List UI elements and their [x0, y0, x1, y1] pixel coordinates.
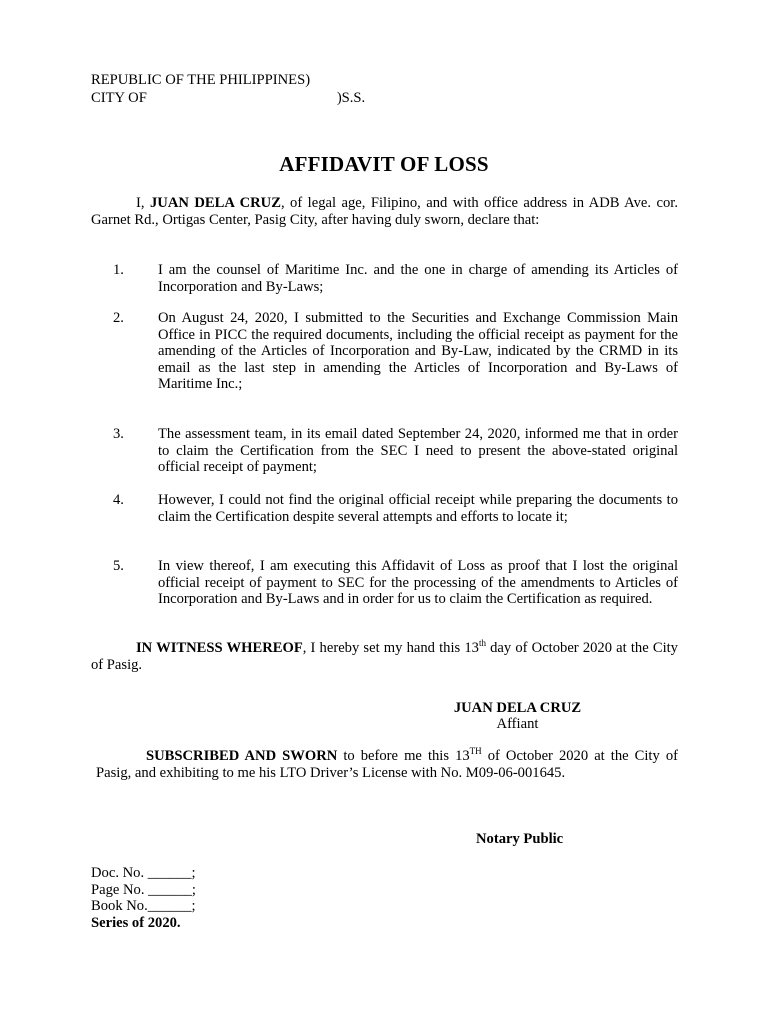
intro-prefix: I, — [136, 195, 150, 211]
book-no: Book No.______; — [91, 898, 196, 914]
item-text: I am the counsel of Maritime Inc. and the one in charge of amending its Articles of Incorporation and By-Laws; — [158, 262, 678, 295]
page-no: Page No. ______; — [91, 881, 196, 898]
jurat-text-2: of October 2020 at the City of Pasig, and exhibiting to me his LTO Driver’s License with No. M09-06-001645. — [96, 748, 678, 781]
intro-text: , of legal age, Filipino, and with office address in ADB Ave. cor. Garnet Rd., Ortigas Center, Pasig City, after having duly sworn, declare that: — [91, 195, 678, 228]
jurat-sup: TH — [469, 746, 482, 757]
city-label: CITY OF — [91, 90, 147, 106]
affiant-block — [430, 700, 605, 732]
document-title: AFFIDAVIT OF LOSS — [279, 152, 489, 176]
item-number: 5. — [113, 558, 124, 574]
series-label: Series of 2020. — [91, 914, 181, 931]
notary-public-label: Notary Public — [476, 831, 564, 847]
affiant-name: JUAN DELA CRUZ — [453, 700, 582, 716]
item-number: 1. — [113, 262, 124, 278]
intro-paragraph — [91, 195, 678, 228]
witness-sup: th — [478, 638, 486, 649]
item-text: On August 24, 2020, I submitted to the Securities and Exchange Commission Main Office in PICC the required documents, including the official receipt as payment for the amending of the Articles of Incorporation and By-Law, indicated by the CRMD in its email as the last step in amending the Articles of Incorporation and By-Laws of Maritime Inc.; — [158, 310, 678, 393]
witness-paragraph — [91, 640, 678, 673]
witness-text-1: , I hereby set my hand this 13 — [302, 640, 479, 656]
witness-text-2: day of October 2020 at the City of Pasig. — [91, 640, 678, 673]
item-text: However, I could not find the original official receipt while preparing the documents to claim the Certification despite several attempts and efforts to locate it; — [158, 492, 678, 525]
affiant-name-inline: JUAN DELA CRUZ — [149, 195, 281, 211]
city-header — [91, 90, 365, 106]
jurat-text-1: to before me this 13 — [337, 748, 470, 764]
item-number: 4. — [113, 492, 124, 508]
ss-label: )S.S. — [336, 90, 366, 106]
item-text: In view thereof, I am executing this Affidavit of Loss as proof that I lost the original official receipt of payment to SEC for the processing of the amendments to Articles of Incorporation and By-Laws and in order for us to claim the Certification as required. — [158, 558, 678, 608]
jurat-heading: SUBSCRIBED AND SWORN — [146, 748, 338, 764]
republic-header: REPUBLIC OF THE PHILIPPINES) — [91, 72, 311, 88]
item-number: 2. — [113, 310, 124, 326]
item-text: The assessment team, in its email dated September 24, 2020, informed me that in order to claim the Certification from the SEC I need to present the above-stated original official receipt of payment; — [158, 426, 678, 476]
affiant-role: Affiant — [496, 716, 539, 732]
jurat-paragraph — [96, 748, 678, 781]
item-number: 3. — [113, 426, 124, 442]
doc-no: Doc. No. ______; — [91, 865, 196, 881]
witness-heading: IN WITNESS WHEREOF — [136, 640, 303, 656]
notarial-register — [91, 865, 196, 931]
